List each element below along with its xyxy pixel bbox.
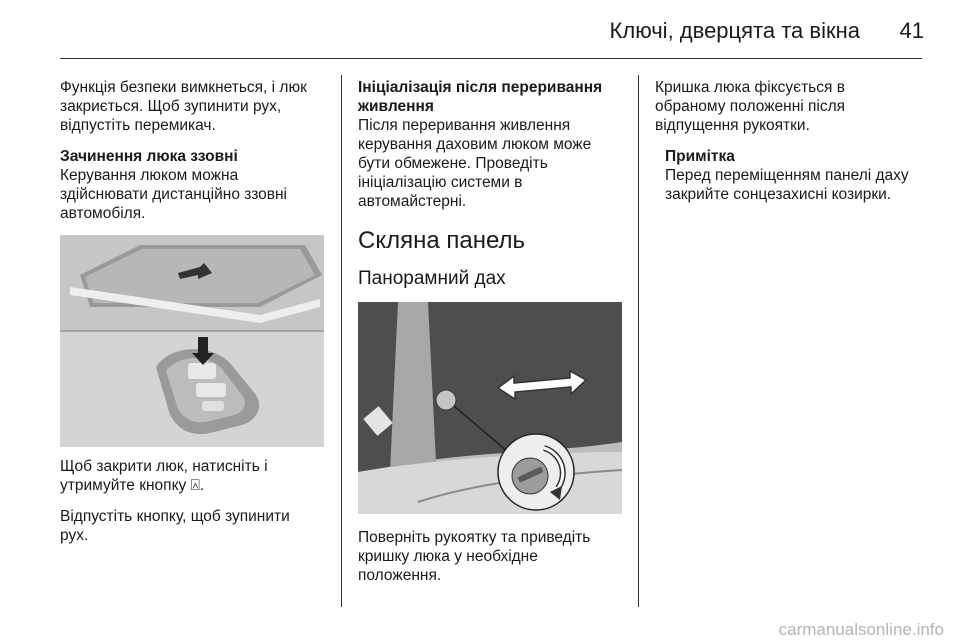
column-left xyxy=(60,78,332,557)
header-rule xyxy=(60,58,922,59)
note-box xyxy=(665,147,927,204)
text-line: рух. xyxy=(60,527,89,544)
press-paragraph xyxy=(60,457,332,495)
text-line: утримуйте кнопку ⍓. xyxy=(60,477,205,494)
subsection-title: Панорамний дах xyxy=(358,268,506,289)
text-line: відпущення рукоятки. xyxy=(655,117,810,134)
watermark: carmanualsonline.info xyxy=(778,620,944,639)
key-fob-illustration xyxy=(60,235,324,447)
section-title: Скляна панель xyxy=(358,227,526,254)
init-paragraph xyxy=(358,116,630,211)
safety-paragraph xyxy=(60,78,332,135)
remote-paragraph xyxy=(60,166,332,223)
text-line: закриється. Щоб зупинити рух, xyxy=(60,98,282,115)
text-line: автомайстерні. xyxy=(358,193,467,210)
text-line: живлення xyxy=(358,98,434,115)
closing-heading: Зачинення люка ззовні xyxy=(60,148,238,165)
text-line: закрийте сонцезахисні козирки. xyxy=(665,186,892,203)
text-line: керування даховим люком може xyxy=(358,136,592,153)
text-line: автомобіля. xyxy=(60,205,146,222)
text-line: Кришка люка фіксується в xyxy=(655,79,845,96)
text-line: Поверніть рукоятку та приведіть xyxy=(358,529,591,546)
panoramic-roof-illustration xyxy=(358,302,622,514)
sunroof-drawing xyxy=(60,235,324,331)
page-number: 41 xyxy=(899,18,924,43)
text-line: бути обмежене. Проведіть xyxy=(358,155,548,172)
note-text xyxy=(665,166,927,204)
text-line: Щоб закрити люк, натисніть і xyxy=(60,458,268,475)
text-line: Перед переміщенням панелі даху xyxy=(665,167,909,184)
text-line: Керування люком можна xyxy=(60,167,239,184)
text-line: відпустіть перемикач. xyxy=(60,117,216,134)
rotate-paragraph xyxy=(358,528,630,585)
text-line: обраному положенні після xyxy=(655,98,846,115)
text-line: Після переривання живлення xyxy=(358,117,571,134)
column-divider-right xyxy=(638,75,639,607)
init-heading xyxy=(358,78,630,116)
column-right xyxy=(655,78,927,204)
text-line: Функція безпеки вимкнеться, і люк xyxy=(60,79,307,96)
text-line: ініціалізацію системи в xyxy=(358,174,523,191)
text-line: Ініціалізація після переривання xyxy=(358,79,603,96)
rotary-handle-zoom xyxy=(498,434,574,510)
column-middle xyxy=(358,78,630,597)
column-divider-left xyxy=(341,75,342,607)
fixation-paragraph xyxy=(655,78,927,135)
text-line: здійснювати дистанційно ззовні xyxy=(60,186,287,203)
header-title: Ключі, дверцята та вікна xyxy=(609,18,860,43)
text-line: кришку люка у необхідне xyxy=(358,548,538,565)
text-line: Відпустіть кнопку, щоб зупинити xyxy=(60,508,290,525)
release-paragraph xyxy=(60,507,332,545)
text-line: положення. xyxy=(358,567,442,584)
note-title: Примітка xyxy=(665,148,735,165)
